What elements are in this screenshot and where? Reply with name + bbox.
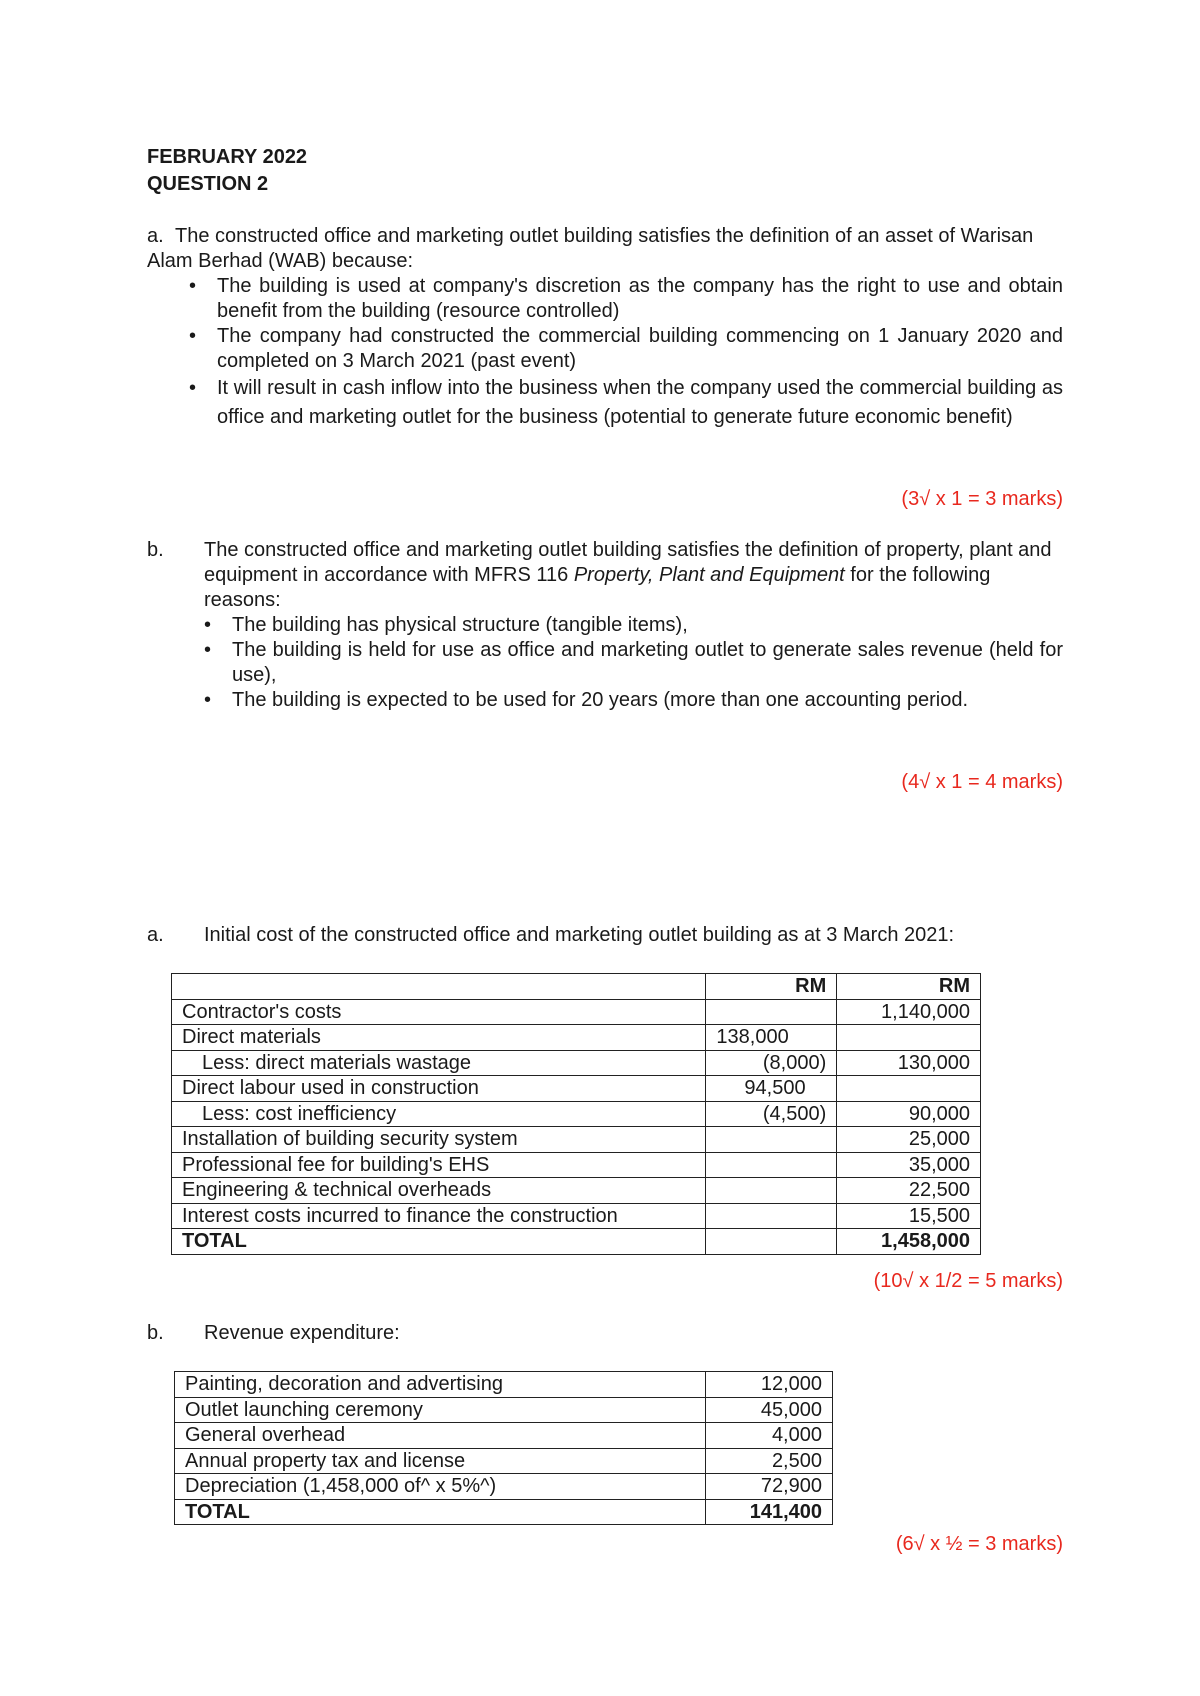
- total-row: [172, 1229, 981, 1255]
- table-row: [172, 1050, 981, 1076]
- row-value: (8,000): [706, 1050, 837, 1076]
- table-row: [175, 1474, 833, 1500]
- row-label: Outlet launching ceremony: [175, 1397, 706, 1423]
- table-row: [172, 1203, 981, 1229]
- row-value: 12,000: [706, 1372, 833, 1398]
- header-cell: RM: [837, 974, 981, 1000]
- row-value: 1,140,000: [837, 999, 981, 1025]
- row-value: [706, 1203, 837, 1229]
- row-label: Direct labour used in construction: [172, 1076, 706, 1102]
- ppe-reasons-list: [232, 613, 1063, 713]
- table-row: [172, 1101, 981, 1127]
- row-value: 35,000: [837, 1152, 981, 1178]
- table-row: [175, 1372, 833, 1398]
- row-value: 94,500: [706, 1076, 837, 1102]
- row-label: Less: direct materials wastage: [172, 1050, 706, 1076]
- question-number: QUESTION 2: [147, 173, 269, 195]
- row-value: [706, 1127, 837, 1153]
- row-value: [837, 1076, 981, 1102]
- row-label: Engineering & technical overheads: [172, 1178, 706, 1204]
- row-label: Installation of building security system: [172, 1127, 706, 1153]
- intro-text: The constructed office and marketing outlet building satisfies the definition of an asset of Warisan Alam Berhad (WAB) because:: [147, 225, 1034, 272]
- document-header: [147, 144, 307, 198]
- total-value: [706, 1229, 837, 1255]
- marks-note: (10√ x 1/2 = 5 marks): [873, 1270, 1063, 1292]
- total-label: TOTAL: [175, 1499, 706, 1525]
- list-item: • The building is held for use as office and marketing outlet to generate sales revenue (held for use),: [232, 638, 1063, 688]
- table-row: [172, 999, 981, 1025]
- marks-note: (4√ x 1 = 4 marks): [901, 771, 1063, 793]
- table-row: [172, 1076, 981, 1102]
- item-label: b.: [147, 1322, 164, 1344]
- table-row: [175, 1397, 833, 1423]
- row-value: [837, 1025, 981, 1051]
- row-value: 2,500: [706, 1448, 833, 1474]
- item-label: a.: [147, 924, 164, 946]
- table-header-row: [172, 974, 981, 1000]
- list-item: • The building is expected to be used for 20 years (more than one accounting period.: [232, 688, 1063, 713]
- header-cell: [172, 974, 706, 1000]
- item-label: a.: [147, 225, 164, 247]
- row-value: 22,500: [837, 1178, 981, 1204]
- row-value: 72,900: [706, 1474, 833, 1500]
- initial-cost-table: [171, 973, 981, 1255]
- table-row: [172, 1127, 981, 1153]
- part1-a: [147, 224, 1063, 432]
- table-row: [175, 1423, 833, 1449]
- row-label: Annual property tax and license: [175, 1448, 706, 1474]
- part2-a-title: [147, 923, 1063, 948]
- row-value: 138,000: [706, 1025, 837, 1051]
- row-label: Professional fee for building's EHS: [172, 1152, 706, 1178]
- row-value: [706, 999, 837, 1025]
- row-label: Interest costs incurred to finance the construction: [172, 1203, 706, 1229]
- row-label: Direct materials: [172, 1025, 706, 1051]
- table-row: [172, 1025, 981, 1051]
- total-row: [175, 1499, 833, 1525]
- row-value: 4,000: [706, 1423, 833, 1449]
- list-item: • The company had constructed the commercial building commencing on 1 January 2020 and completed on 3 March 2021 (past event): [217, 324, 1063, 374]
- exam-date: FEBRUARY 2022: [147, 146, 308, 168]
- row-label: Contractor's costs: [172, 999, 706, 1025]
- row-value: [706, 1178, 837, 1204]
- revenue-expenditure-table: [174, 1371, 833, 1525]
- list-item: • It will result in cash inflow into the business when the company used the commercial building as office and marketing outlet for the business (potential to generate future economic benefit): [217, 374, 1063, 432]
- table-row: [172, 1152, 981, 1178]
- row-value: 130,000: [837, 1050, 981, 1076]
- table-row: [175, 1448, 833, 1474]
- list-item: • The building has physical structure (tangible items),: [232, 613, 1063, 638]
- row-label: Less: cost inefficiency: [172, 1101, 706, 1127]
- section-title: Initial cost of the constructed office and marketing outlet building as at 3 March 2021:: [204, 924, 955, 946]
- row-value: 45,000: [706, 1397, 833, 1423]
- header-cell: RM: [706, 974, 837, 1000]
- intro-text: [204, 538, 1063, 613]
- marks-note: (6√ x ½ = 3 marks): [895, 1533, 1063, 1555]
- row-value: [706, 1152, 837, 1178]
- row-label: Depreciation (1,458,000 of^ x 5%^): [175, 1474, 706, 1500]
- section-title: Revenue expenditure:: [204, 1322, 400, 1344]
- row-label: Painting, decoration and advertising: [175, 1372, 706, 1398]
- list-item: • The building is used at company's discretion as the company has the right to use and obtain benefit from the building (resource controlled): [217, 274, 1063, 324]
- intro-post: for the following reasons:: [204, 564, 991, 611]
- part2-b-title: [147, 1321, 1063, 1346]
- standard-title: Property, Plant and Equipment: [573, 564, 845, 586]
- total-label: TOTAL: [172, 1229, 706, 1255]
- item-label: b.: [147, 539, 164, 561]
- total-value: 141,400: [706, 1499, 833, 1525]
- row-label: General overhead: [175, 1423, 706, 1449]
- row-value: 25,000: [837, 1127, 981, 1153]
- row-value: 15,500: [837, 1203, 981, 1229]
- total-value: 1,458,000: [837, 1229, 981, 1255]
- asset-reasons-list: [217, 274, 1063, 432]
- row-value: 90,000: [837, 1101, 981, 1127]
- marks-note: (3√ x 1 = 3 marks): [901, 488, 1063, 510]
- part1-b: [147, 538, 1063, 713]
- table-row: [172, 1178, 981, 1204]
- intro-pre: The constructed office and marketing outlet building satisfies the definition of property, plant and equipment in accordance with MFRS 116: [204, 539, 1052, 586]
- row-value: (4,500): [706, 1101, 837, 1127]
